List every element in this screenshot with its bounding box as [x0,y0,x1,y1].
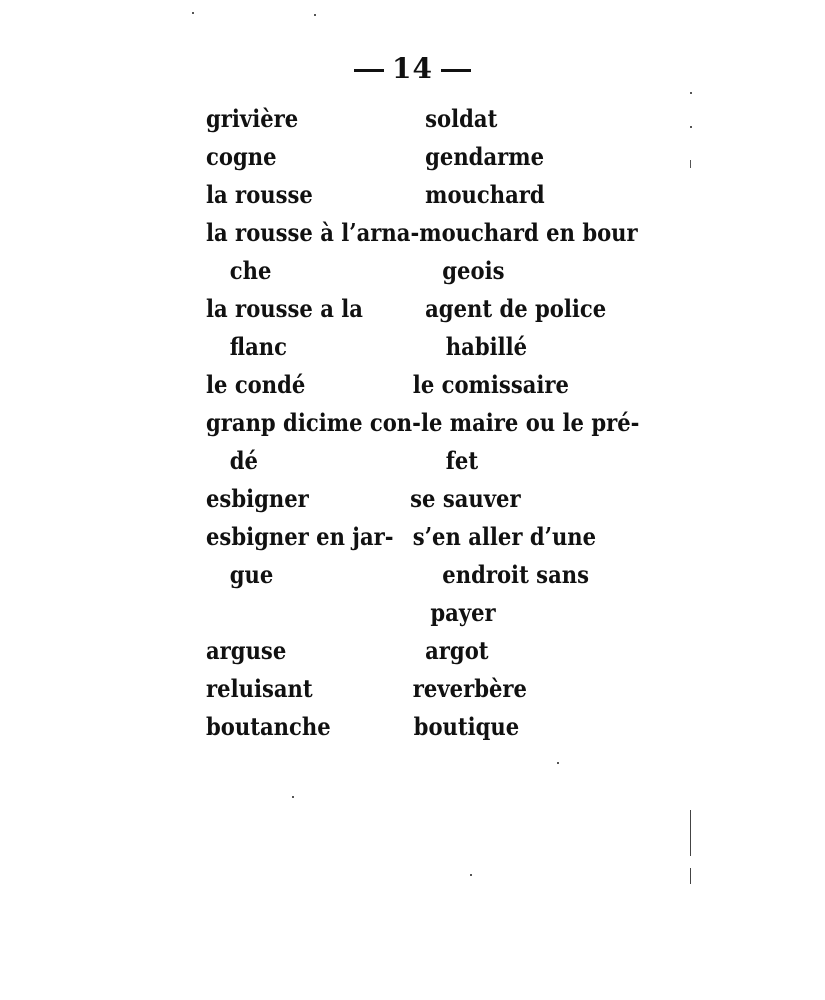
french-meaning: le comissaire [412,370,569,399]
scan-speck [690,160,691,168]
glossary-row [206,556,620,594]
argot-term: dé [229,446,258,475]
glossary-row [206,252,620,290]
argot-term: che [229,256,272,285]
glossary-row [206,138,620,176]
glossary-table [206,100,676,746]
french-meaning: gendarme [425,142,545,171]
french-meaning: geois [442,256,505,285]
french-meaning: agent de police [425,294,607,323]
argot-term: flanc [229,332,288,361]
french-meaning: s’en aller d’une [412,522,597,551]
page-number: 14 [392,52,433,85]
margin-line [690,810,691,856]
glossary-row [206,480,620,518]
header-dash-left [354,69,384,72]
argot-term [206,594,395,632]
french-meaning: argot [425,636,489,665]
french-meaning: payer [430,598,496,627]
scan-speck [292,796,294,798]
french-meaning: fet [445,446,479,475]
glossary-row [206,366,620,404]
french-meaning: reverbère [412,674,527,703]
argot-term: reluisant [206,674,313,703]
page-number-header [0,52,825,85]
argot-term: grivière [206,104,299,133]
glossary-row [206,214,638,252]
argot-term: gue [229,560,274,589]
french-meaning: mouchard en bour [419,218,638,247]
argot-term: la rousse [206,180,313,209]
argot-term: la rousse à l’arna- [206,218,420,247]
argot-term: esbigner en jar- [206,522,394,551]
french-meaning: soldat [425,104,498,133]
argot-term: granp dicime con- [206,408,421,437]
glossary-row [206,176,620,214]
glossary-row [206,100,620,138]
french-meaning: habillé [445,332,528,361]
scan-speck [470,874,472,876]
scan-speck [690,92,692,94]
argot-term: cogne [206,142,277,171]
header-dash-right [441,69,471,72]
margin-line [690,868,691,884]
glossary-row [206,594,620,632]
glossary-row [206,290,620,328]
argot-term: esbigner [206,484,309,513]
scan-speck [192,12,194,14]
glossary-row [206,670,620,708]
scan-speck [690,126,692,128]
argot-term: boutanche [206,712,331,741]
argot-term: la rousse a la [206,294,363,323]
french-meaning: mouchard [425,180,545,209]
french-meaning: endroit sans [442,560,590,589]
scan-speck [557,762,559,764]
glossary-row [206,328,620,366]
scan-speck [314,14,316,16]
glossary-row [206,708,620,746]
argot-term: le condé [206,370,306,399]
french-meaning: se sauver [410,484,521,513]
argot-term: arguse [206,636,287,665]
glossary-row [206,518,620,556]
french-meaning: boutique [413,712,520,741]
glossary-row [206,632,620,670]
glossary-row [206,442,620,480]
glossary-row [206,404,640,442]
french-meaning: le maire ou le pré- [420,408,640,437]
